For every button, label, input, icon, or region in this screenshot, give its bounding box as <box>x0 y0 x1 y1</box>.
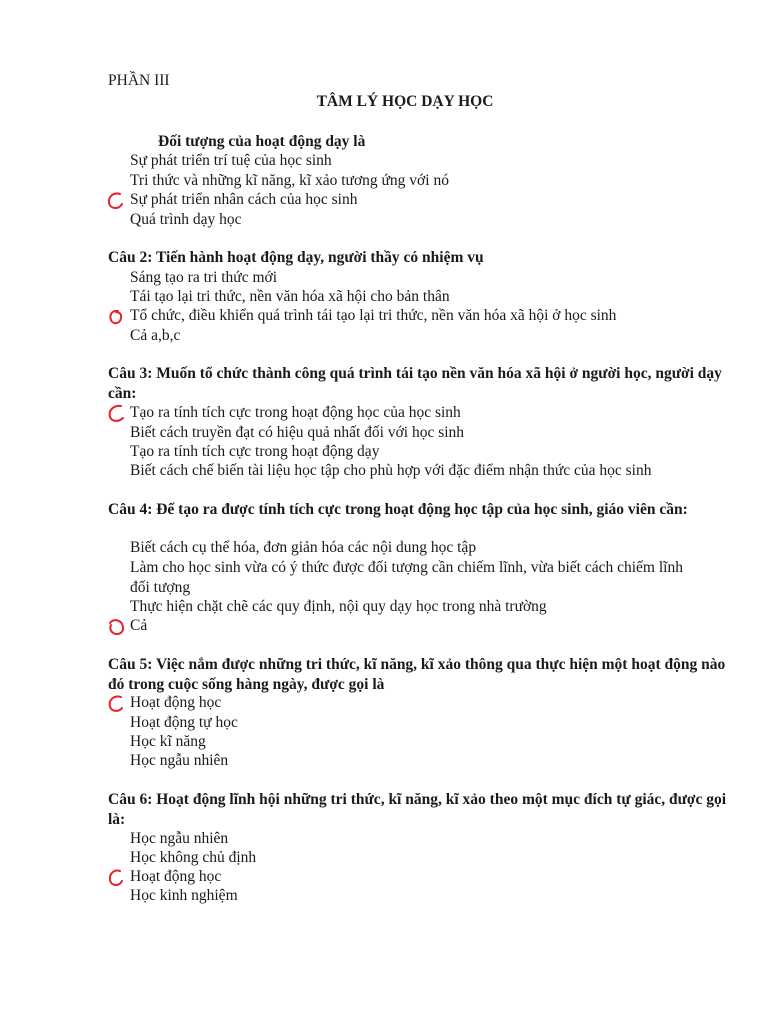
page-title: TÂM LÝ HỌC DẠY HỌC <box>316 93 494 110</box>
question-2-option-2: Tái tạo lại tri thức, nền văn hóa xã hội cho bản thân <box>130 288 450 305</box>
question-3-option-4: Biết cách chế biến tài liệu học tập cho phù hợp với đặc điểm nhận thức của học sinh <box>130 462 652 479</box>
question-1-option-2: Tri thức và những kĩ năng, kĩ xảo tương ứng với nó <box>130 172 449 189</box>
question-5-option-2: Hoạt động tự học <box>130 714 238 731</box>
question-5-option-4: Học ngẫu nhiên <box>130 752 229 769</box>
question-6-option-2: Học không chủ định <box>130 849 257 866</box>
answer-circle-icon <box>106 404 126 424</box>
question-6-option-3: Hoạt động học <box>130 867 730 887</box>
question-3-option-3: Tạo ra tính tích cực trong hoạt động dạy <box>130 443 380 460</box>
question-6-option-4: Học kinh nghiệm <box>130 887 238 904</box>
question-2-option-1: Sáng tạo ra tri thức mới <box>130 269 278 286</box>
question-4-text: Câu 4: Để tạo ra được tính tích cực trong hoạt động học tập của học sinh, giáo viên cần: <box>108 501 688 518</box>
question-1-text: Đối tượng của hoạt động dạy là <box>158 133 366 150</box>
answer-circle-icon <box>106 868 126 888</box>
question-4-option-1: Biết cách cụ thể hóa, đơn giản hóa các nội dung học tập <box>130 539 477 556</box>
answer-circle-icon <box>106 617 126 637</box>
question-5-text: Câu 5: Việc nắm được những tri thức, kĩ năng, kĩ xảo thông qua thực hiện một hoạt động nào đó trong cuộc sống hàng ngày, được gọi là <box>108 656 726 693</box>
question-4-option-4: Cả <box>130 616 730 636</box>
question-3-option-2: Biết cách truyền đạt có hiệu quả nhất đối với học sinh <box>130 424 465 441</box>
question-2-option-4: Cả a,b,c <box>130 327 181 344</box>
question-1-option-3: Sự phát triển nhân cách của học sinh <box>130 190 730 210</box>
question-5-option-1: Hoạt động học <box>130 693 730 713</box>
question-1-option-1: Sự phát triển trí tuệ của học sinh <box>130 152 332 169</box>
question-2-option-3: Tổ chức, điều khiển quá trình tái tạo lại tri thức, nền văn hóa xã hội ở học sinh <box>130 306 730 326</box>
answer-circle-icon <box>106 191 126 211</box>
question-4-option-2: Làm cho học sinh vừa có ý thức được đối tượng cần chiếm lĩnh, vừa biết cách chiếm lĩnh đối tượng <box>130 559 683 596</box>
question-5-option-3: Học kĩ năng <box>130 733 206 750</box>
question-6-option-1: Học ngẫu nhiên <box>130 830 229 847</box>
question-1-option-4: Quá trình dạy học <box>130 211 242 228</box>
answer-circle-icon <box>106 694 126 714</box>
question-2-text: Câu 2: Tiến hành hoạt động dạy, người thầy có nhiệm vụ <box>108 249 484 266</box>
question-3-option-1: Tạo ra tính tích cực trong hoạt động học của học sinh <box>130 403 730 423</box>
question-4-option-3: Thực hiện chặt chẽ các quy định, nội quy dạy học trong nhà trường <box>130 598 547 615</box>
part-heading: PHẦN III <box>108 72 170 89</box>
answer-circle-icon <box>106 307 126 327</box>
question-3-text: Câu 3: Muốn tổ chức thành công quá trình tái tạo nền văn hóa xã hội ở người học, người dạy cần: <box>108 365 722 402</box>
question-6-text: Câu 6: Hoạt động lĩnh hội những tri thức, kĩ năng, kĩ xảo theo một mục đích tự giác, được gọi là: <box>108 791 727 828</box>
